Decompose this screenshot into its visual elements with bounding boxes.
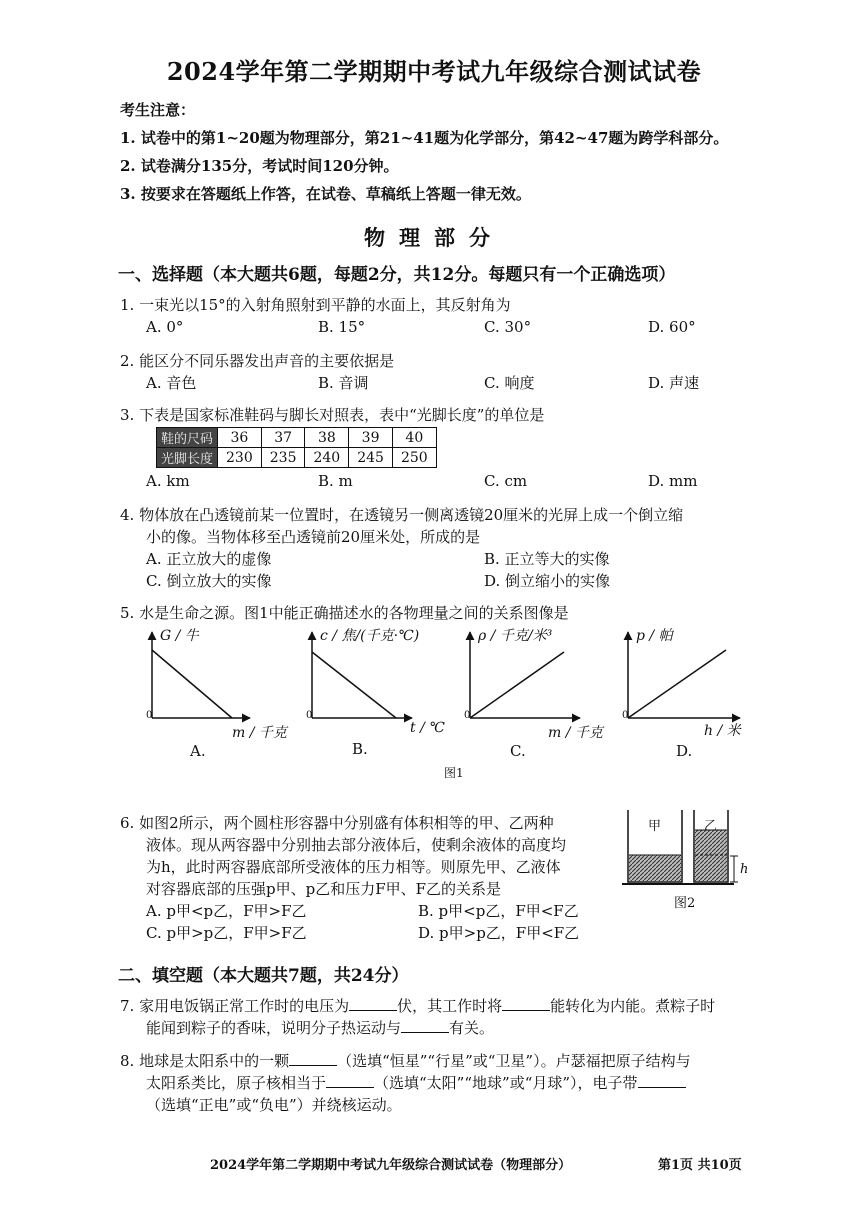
question-1-stem: 1. 一束光以15°的入射角照射到平静的水面上，其反射角为: [120, 296, 511, 314]
question-6-stem-line4: 对容器底部的压强p甲、p乙和压力F甲、F乙的关系是: [146, 880, 502, 898]
table-cell: 36: [218, 428, 262, 448]
q6-option-a: A. p甲<p乙，F甲>F乙: [146, 902, 307, 920]
notice-item: 2. 试卷满分135分，考试时间120分钟。: [120, 157, 399, 175]
q7-text: 能闻到粽子的香味，说明分子热运动与: [146, 1019, 402, 1037]
graph-c-origin: 0: [464, 710, 471, 721]
q2-option-c: C. 响度: [484, 374, 535, 392]
graph-c-ylabel: ρ / 千克/米³: [478, 628, 553, 644]
question-4-stem-line1: 4. 物体放在凸透镜前某一位置时，在透镜另一侧离透镜20厘米的光屏上成一个倒立缩: [120, 506, 684, 524]
graph-d-origin: 0: [622, 710, 629, 721]
graph-a-origin: 0: [146, 710, 153, 721]
table-cell: 245: [349, 448, 393, 468]
figure-2-label-h: h: [740, 862, 749, 877]
table-header-cell: 光脚长度: [157, 448, 218, 468]
figure-1-caption: 图1: [444, 766, 464, 780]
graph-b-caption: B.: [352, 740, 368, 758]
q8-text: 太阳系类比，原子核相当于: [146, 1074, 327, 1092]
answer-blank: [349, 996, 397, 1011]
notice-item: 1. 试卷中的第1~20题为物理部分，第21~41题为化学部分，第42~47题为跨学科部分。: [120, 129, 729, 147]
q4-option-c: C. 倒立放大的实像: [146, 572, 272, 590]
question-5-stem: 5. 水是生命之源。图1中能正确描述水的各物理量之间的关系图像是: [120, 604, 569, 622]
answer-blank: [502, 996, 550, 1011]
figure-2-caption: 图2: [674, 896, 696, 911]
shoe-size-table: [156, 427, 437, 468]
question-6-stem-line1: 6. 如图2所示，两个圆柱形容器中分别盛有体积相等的甲、乙两种: [120, 814, 554, 832]
question-6-stem-line2: 液体。现从两容器中分别抽去部分液体后，使剩余液体的高度均: [146, 836, 567, 854]
liquid-jia: [629, 855, 681, 881]
table-row: [157, 428, 437, 448]
page-number: 第1页 共10页: [658, 1158, 742, 1173]
figure-2-containers: [620, 808, 760, 890]
q8-text: （选填“太阳”“地球”或“月球”），电子带: [374, 1074, 638, 1092]
graph-d-caption: D.: [676, 742, 693, 760]
footer-title: 2024学年第二学期期中考试九年级综合测试试卷（物理部分）: [210, 1158, 572, 1173]
table-cell: 40: [392, 428, 436, 448]
graph-b-ylabel: c / 焦/(千克·℃): [320, 628, 420, 644]
figure-2-label-jia: 甲: [648, 819, 662, 834]
table-cell: 240: [305, 448, 349, 468]
answer-blank: [401, 1018, 449, 1033]
q3-option-d: D. mm: [648, 472, 698, 490]
answer-blank: [638, 1073, 686, 1088]
q8-text: 8. 地球是太阳系中的一颗: [120, 1052, 290, 1070]
question-7-line2: [146, 1017, 494, 1039]
q4-option-d: D. 倒立缩小的实像: [484, 572, 611, 590]
answer-blank: [289, 1051, 337, 1066]
graph-a-caption: A.: [190, 742, 206, 760]
q1-option-d: D. 60°: [648, 318, 696, 336]
q1-option-b: B. 15°: [318, 318, 366, 336]
q4-option-a: A. 正立放大的虚像: [146, 550, 272, 568]
q1-option-a: A. 0°: [146, 318, 184, 336]
table-cell: 39: [349, 428, 393, 448]
question-8-line2: [146, 1072, 686, 1094]
graph-d-xlabel: h / 米: [704, 723, 741, 739]
q7-text: 有关。: [449, 1019, 495, 1037]
q1-option-c: C. 30°: [484, 318, 532, 336]
graph-c-caption: C.: [510, 742, 526, 760]
section-title: 物理部分: [364, 225, 504, 250]
q7-text: 能转化为内能。煮粽子时: [550, 997, 716, 1015]
part2-heading: 二、填空题（本大题共7题，共24分）: [118, 966, 409, 986]
question-8-line3: （选填“正电”或“负电”）并绕核运动。: [146, 1096, 402, 1114]
graph-d-line: [628, 650, 726, 718]
graph-a-line: [152, 650, 232, 718]
graph-b-line: [312, 652, 396, 718]
graph-a-ylabel: G / 牛: [160, 628, 199, 644]
graph-c-line: [470, 652, 564, 718]
graph-b-origin: 0: [306, 710, 313, 721]
graph-c-xlabel: m / 千克: [548, 725, 603, 741]
graph-a-xlabel: m / 千克: [232, 725, 287, 741]
question-7-line1: [120, 995, 715, 1017]
q2-option-b: B. 音调: [318, 374, 369, 392]
page-title: 2024学年第二学期期中考试九年级综合测试试卷: [166, 57, 702, 86]
question-6-stem-line3: 为h，此时两容器底部所受液体的压力相等。则原先甲、乙液体: [146, 858, 561, 876]
notice-item: 3. 按要求在答题纸上作答，在试卷、草稿纸上答题一律无效。: [120, 185, 531, 203]
question-8-line1: [120, 1050, 691, 1072]
q3-option-c: C. cm: [484, 472, 528, 490]
q6-option-c: C. p甲>p乙，F甲>F乙: [146, 924, 307, 942]
table-cell: 38: [305, 428, 349, 448]
q3-option-a: A. km: [146, 472, 190, 490]
table-cell: 235: [261, 448, 305, 468]
q2-option-d: D. 声速: [648, 374, 700, 392]
question-4-stem-line2: 小的像。当物体移至凸透镜前20厘米处，所成的是: [146, 528, 481, 546]
q8-text: （选填“恒星”“行星”或“卫星”）。卢瑟福把原子结构与: [337, 1052, 691, 1070]
table-header-cell: 鞋的尺码: [157, 428, 218, 448]
part1-heading: 一、选择题（本大题共6题，每题2分，共12分。每题只有一个正确选项）: [118, 265, 676, 285]
figure-2-label-yi: 乙: [704, 819, 718, 834]
table-cell: 250: [392, 448, 436, 468]
q7-text: 伏，其工作时将: [397, 997, 503, 1015]
q3-option-b: B. m: [318, 472, 353, 490]
q7-text: 7. 家用电饭锅正常工作时的电压为: [120, 997, 350, 1015]
q6-option-b: B. p甲<p乙，F甲<F乙: [418, 902, 579, 920]
question-2-stem: 2. 能区分不同乐器发出声音的主要依据是: [120, 352, 395, 370]
q6-option-d: D. p甲>p乙，F甲<F乙: [418, 924, 580, 942]
question-3-stem: 3. 下表是国家标准鞋码与脚长对照表，表中“光脚长度”的单位是: [120, 406, 545, 424]
table-cell: 230: [218, 448, 262, 468]
answer-blank: [326, 1073, 374, 1088]
q2-option-a: A. 音色: [146, 374, 197, 392]
table-row: [157, 448, 437, 468]
graph-b-xlabel: t / ℃: [410, 720, 445, 736]
graph-d-ylabel: p / 帕: [636, 628, 673, 644]
q4-option-b: B. 正立等大的实像: [484, 550, 610, 568]
table-cell: 37: [261, 428, 305, 448]
notice-heading: 考生注意：: [120, 101, 196, 119]
